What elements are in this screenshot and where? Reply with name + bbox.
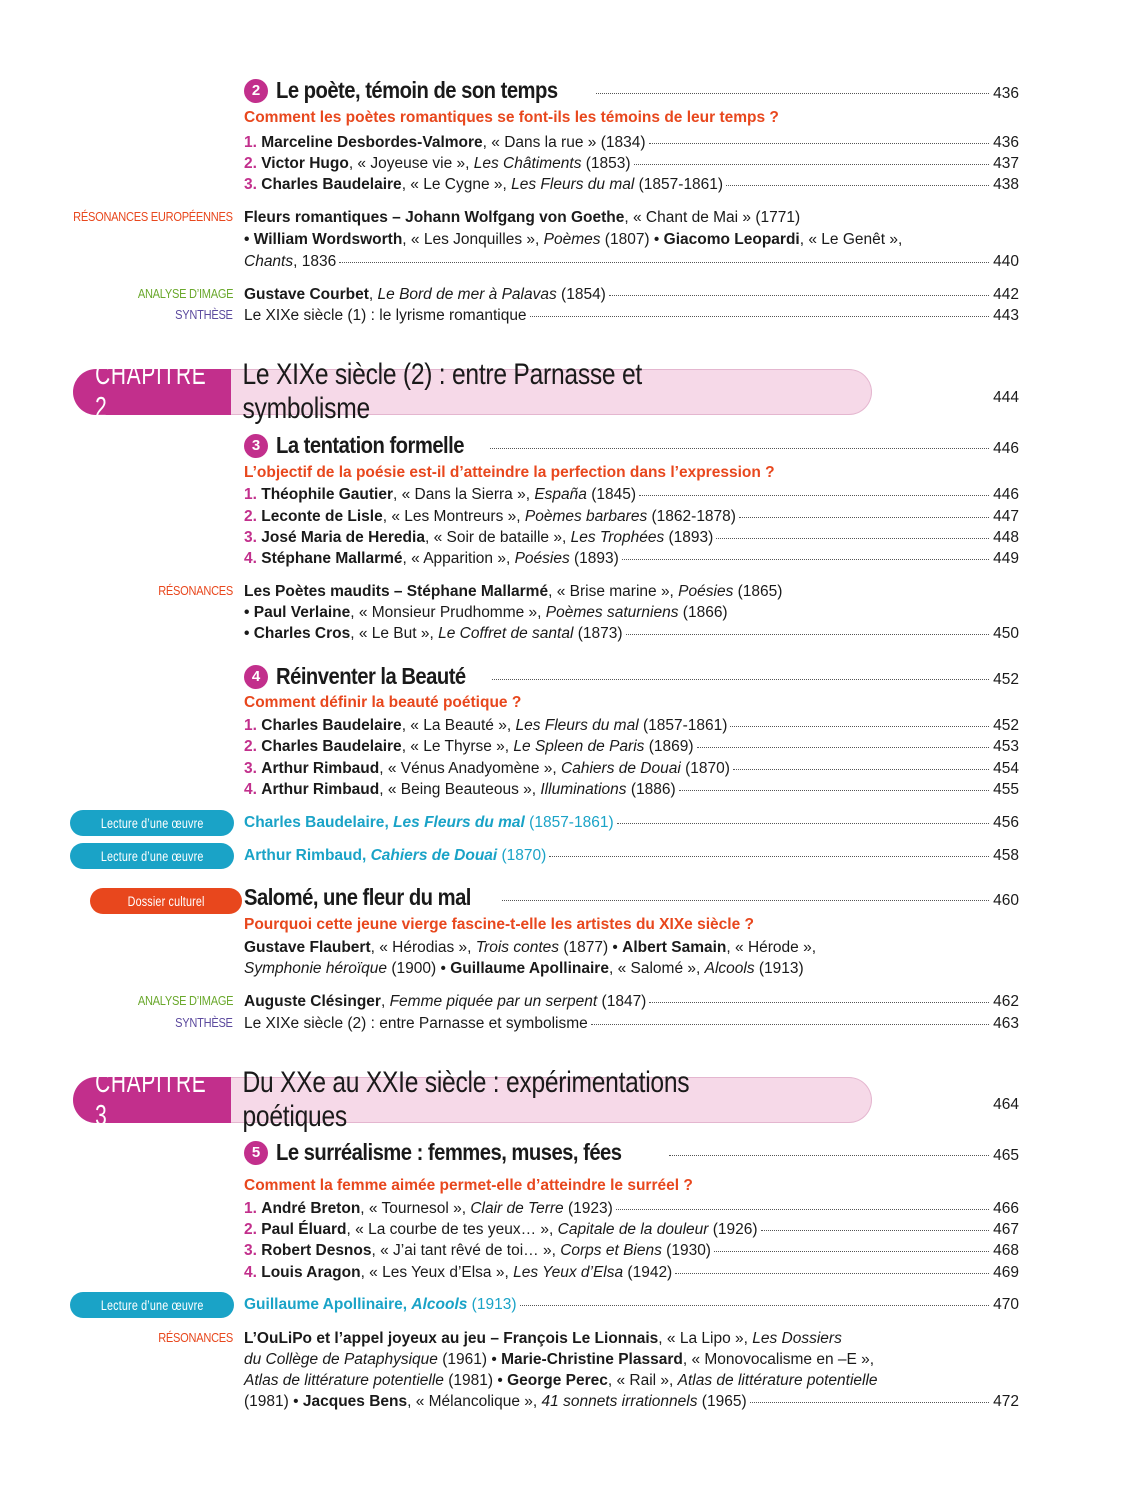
chapter-label-text: CHAPITRE 2 <box>95 359 207 424</box>
text: , « Le But », <box>350 625 439 642</box>
text: (1900) • <box>387 960 451 977</box>
resonances-line-3[interactable] <box>244 1370 878 1391</box>
entry-date: (1845) <box>586 486 637 503</box>
leader-dots <box>750 1402 990 1403</box>
entry-number: 3. <box>244 1242 257 1259</box>
page-number: 446 <box>993 486 1019 503</box>
work-title: du Collège de Pataphysique <box>244 1351 438 1368</box>
text: (1981) • <box>244 1393 303 1410</box>
bold-text: Fleurs romantiques – Johann Wolfgang von Goethe <box>244 209 625 226</box>
toc-entry[interactable] <box>244 527 1019 548</box>
page-number: 455 <box>993 781 1019 798</box>
leader-dots <box>591 1024 989 1025</box>
entry-date: (1923) <box>563 1200 613 1217</box>
chapter-title <box>231 358 872 425</box>
entry-date: (1857-1861) <box>634 176 724 193</box>
work-title: Chants <box>244 253 294 270</box>
entry-number: 2. <box>244 1221 257 1238</box>
lecture-oeuvre-pill <box>70 810 234 836</box>
lecture-oeuvre-pill <box>70 843 234 869</box>
entry-text: , « Joyeuse vie », <box>348 155 474 172</box>
entry-work: Clair de Terre <box>470 1200 564 1217</box>
toc-entry[interactable] <box>244 1240 1019 1261</box>
entry-number: 3. <box>244 760 257 777</box>
leader-dots <box>339 262 989 263</box>
section-number-badge: 4 <box>244 665 268 689</box>
page-number: 465 <box>993 1147 1019 1164</box>
section-question: Comment définir la beauté poétique ? <box>244 694 522 711</box>
page-number: 468 <box>993 1242 1019 1259</box>
analyse-image-label: ANALYSE D’IMAGE <box>137 286 233 301</box>
entry-work: Illuminations <box>540 781 627 798</box>
lecture-oeuvre-entry[interactable]: Arthur Rimbaud, Cahiers de Douai (1870) 458 <box>244 847 1019 864</box>
work-title: Le Coffret de santal <box>438 625 574 642</box>
entry-author: Charles Baudelaire <box>261 717 402 734</box>
entry-number: 4. <box>244 781 257 798</box>
entry-date: (1913) <box>467 1296 517 1313</box>
dossier-question: Pourquoi cette jeune vierge fascine-t-elle les artistes du XIXe siècle ? <box>244 916 754 933</box>
entry-work: Corps et Biens <box>560 1242 662 1259</box>
dossier-header[interactable] <box>244 884 1019 911</box>
pill-text: Lecture d’une œuvre <box>100 815 204 831</box>
chapter-label-text: CHAPITRE 3 <box>95 1067 207 1132</box>
leader-dots <box>716 538 989 539</box>
resonances-line-1[interactable] <box>244 207 800 228</box>
text: , « Les Jonquilles », <box>402 231 544 248</box>
page-number: 458 <box>993 847 1019 864</box>
entry-text: , « Dans la Sierra », <box>393 486 535 503</box>
leader-dots <box>616 1209 989 1210</box>
text: (1913) <box>754 960 804 977</box>
entry-author: Gustave Courbet <box>244 286 369 303</box>
entry-date: (1930) <box>661 1242 711 1259</box>
section-question: Comment la femme aimée permet-elle d’atteindre le surréel ? <box>244 1177 693 1194</box>
entry-work: Capitale de la douleur <box>557 1221 709 1238</box>
work-title: Symphonie héroïque <box>244 960 388 977</box>
page-number: 453 <box>993 738 1019 755</box>
leader-dots <box>714 1251 989 1252</box>
resonances-line-1[interactable] <box>244 581 782 602</box>
entry-author: Louis Aragon <box>261 1264 361 1281</box>
leader-dots <box>726 185 989 186</box>
text: , « Rail », <box>607 1372 678 1389</box>
entry-date: (1870) <box>680 760 730 777</box>
entry-text: , « Les Yeux d’Elsa », <box>360 1264 514 1281</box>
page-number: 452 <box>993 717 1019 734</box>
toc-entry[interactable] <box>244 715 1019 736</box>
entry-work: Poèmes barbares <box>524 508 648 525</box>
work-title: Atlas de littérature potentielle <box>677 1372 878 1389</box>
leader-dots <box>530 316 990 317</box>
work-title: Les Dossiers <box>752 1330 842 1347</box>
text: , « Le Genêt », <box>799 231 903 248</box>
entry-date: (1862-1878) <box>647 508 736 525</box>
entry-work: Les Châtiments <box>473 155 582 172</box>
synthese-entry[interactable] <box>244 1013 1019 1034</box>
text: , « La Lipo », <box>658 1330 753 1347</box>
dossier-line-1[interactable] <box>244 937 816 958</box>
entry-author: Paul Éluard <box>261 1221 347 1238</box>
entry-number: 2. <box>244 738 257 755</box>
bold-text: • William Wordsworth <box>244 231 403 248</box>
page-number: 470 <box>993 1296 1019 1313</box>
pill-text: Lecture d’une œuvre <box>100 848 204 864</box>
bold-text: L’OuLiPo et l’appel joyeux au jeu – François Le Lionnais <box>244 1330 659 1347</box>
bold-text: George Perec <box>507 1372 608 1389</box>
page-number: 440 <box>993 253 1019 270</box>
bold-text: Giacomo Leopardi <box>663 231 800 248</box>
leader-dots <box>622 559 989 560</box>
page-number: 467 <box>993 1221 1019 1238</box>
text: , « Chant de Mai » (1771) <box>624 209 801 226</box>
toc-entry[interactable] <box>244 153 1019 174</box>
resonances-line-2[interactable] <box>244 229 902 250</box>
entry-text: , « Dans la rue » (1834) <box>482 134 646 151</box>
entry-author: Guillaume Apollinaire <box>244 1296 403 1313</box>
bold-text: Jacques Bens <box>302 1393 408 1410</box>
entry-work: Le Spleen de Paris <box>513 738 645 755</box>
entry-number: 1. <box>244 717 257 734</box>
text: , « Hérode », <box>726 939 817 956</box>
leader-dots <box>520 1305 990 1306</box>
dossier-line-2[interactable] <box>244 958 804 979</box>
lecture-oeuvre-entry[interactable]: Guillaume Apollinaire, Alcools (1913) 470 <box>244 1296 1019 1313</box>
section-4-header[interactable] <box>244 663 1019 692</box>
analyse-image-entry[interactable] <box>244 991 1019 1012</box>
resonances-line-1[interactable] <box>244 1328 842 1349</box>
entry-date: (1869) <box>644 738 694 755</box>
page-number: 447 <box>993 508 1019 525</box>
page-number: 466 <box>993 1200 1019 1217</box>
work-title: Alcools <box>704 960 755 977</box>
entry-number: 1. <box>244 134 257 151</box>
section-number-badge: 3 <box>244 434 268 458</box>
entry-work: Alcools <box>411 1296 468 1313</box>
entry-author: Robert Desnos <box>261 1242 372 1259</box>
toc-entry[interactable] <box>244 1198 1019 1219</box>
entry-author: Charles Baudelaire <box>261 176 402 193</box>
entry-text: , « Vénus Anadyomène », <box>379 760 562 777</box>
leader-dots <box>675 1273 989 1274</box>
toc-entry[interactable] <box>244 484 1019 505</box>
entry-text: , « Tournesol », <box>360 1200 471 1217</box>
leader-dots <box>733 769 989 770</box>
toc-entry[interactable] <box>244 174 1019 195</box>
lecture-oeuvre-pill <box>70 1292 234 1318</box>
leader-dots <box>649 143 990 144</box>
leader-dots <box>730 726 989 727</box>
text: (1981) • <box>443 1372 508 1389</box>
leader-dots <box>549 856 989 857</box>
synthese-entry[interactable] <box>244 305 1019 326</box>
toc-entry[interactable] <box>244 548 1019 569</box>
entry-author: André Breton <box>261 1200 361 1217</box>
bold-text: Albert Samain <box>622 939 727 956</box>
entry-number: 3. <box>244 529 257 546</box>
leader-dots <box>679 790 989 791</box>
entry-author: Victor Hugo <box>261 155 349 172</box>
entry-date: (1886) <box>626 781 676 798</box>
entry-author: Charles Baudelaire <box>244 814 385 831</box>
work-title: Poèmes saturniens <box>545 604 679 621</box>
entry-author: Arthur Rimbaud <box>261 781 380 798</box>
page-number: 438 <box>993 176 1019 193</box>
page-number: 472 <box>993 1393 1019 1410</box>
toc-entry[interactable] <box>244 758 1019 779</box>
leader-dots <box>739 517 989 518</box>
entry-number: 2. <box>244 508 257 525</box>
resonances-line-2[interactable] <box>244 1349 874 1370</box>
entry-text: , « Le Cygne », <box>401 176 512 193</box>
entry-number: 1. <box>244 1200 257 1217</box>
entry-author: Marceline Desbordes-Valmore <box>261 134 483 151</box>
leader-dots <box>697 747 990 748</box>
lecture-oeuvre-entry[interactable]: Charles Baudelaire, Les Fleurs du mal (1857-1861) 456 <box>244 814 1019 831</box>
page-number: 454 <box>993 760 1019 777</box>
entry-text: , « Le Thyrse », <box>401 738 514 755</box>
bold-text: • Charles Cros <box>244 625 351 642</box>
section-title: Le poète, témoin de son temps <box>276 77 558 103</box>
leader-dots <box>502 900 989 901</box>
entry-author: Théophile Gautier <box>261 486 394 503</box>
chapter-label <box>73 1067 231 1132</box>
entry-work: Cahiers de Douai <box>370 847 498 864</box>
entry-work: Les Fleurs du mal <box>393 814 525 831</box>
text: (1877) • <box>559 939 623 956</box>
toc-entry[interactable] <box>244 1219 1019 1240</box>
text: , 1836 <box>293 253 337 270</box>
page-number: 442 <box>993 286 1019 303</box>
page-number: 452 <box>993 671 1019 688</box>
entry-work: Les Fleurs du mal <box>511 176 635 193</box>
entry-author: Arthur Rimbaud <box>261 760 380 777</box>
page-number: 450 <box>993 625 1019 642</box>
dossier-culturel-pill <box>90 888 242 914</box>
entry-author: José Maria de Heredia <box>261 529 425 546</box>
chapter-page: 444 <box>993 389 1019 406</box>
section-question: Comment les poètes romantiques se font-ils les témoins de leur temps ? <box>244 109 779 126</box>
chapter-title <box>231 1066 872 1133</box>
page-number: 460 <box>993 892 1019 909</box>
section-title: La tentation formelle <box>276 432 464 458</box>
pill-text: Dossier culturel <box>127 893 205 909</box>
work-title: Trois contes <box>475 939 560 956</box>
entry-work: Cahiers de Douai <box>561 760 681 777</box>
entry-author: Auguste Clésinger <box>244 993 381 1010</box>
entry-text: , « Apparition », <box>402 550 515 567</box>
entry-date: (1893) <box>569 550 619 567</box>
bold-text: Marie-Christine Plassard <box>501 1351 683 1368</box>
section-number-badge: 2 <box>244 79 268 103</box>
text: (1865) <box>733 583 783 600</box>
entry-text: , « Les Montreurs », <box>382 508 525 525</box>
synthese-label: SYNTHÈSE <box>175 307 233 322</box>
analyse-image-label: ANALYSE D’IMAGE <box>137 993 233 1008</box>
page-number: 462 <box>993 993 1019 1010</box>
leader-dots <box>626 634 990 635</box>
bold-text: Les Poètes maudits – Stéphane Mallarmé <box>244 583 549 600</box>
entry-work: España <box>534 486 587 503</box>
leader-dots <box>617 823 990 824</box>
text: (1961) • <box>437 1351 502 1368</box>
page-number: 448 <box>993 529 1019 546</box>
entry-author: Arthur Rimbaud <box>244 847 362 864</box>
section-3-header[interactable] <box>244 432 1019 461</box>
resonances-europeennes-label: RÉSONANCES EUROPÉENNES <box>73 209 233 224</box>
entry-number: 2. <box>244 155 257 172</box>
chapter-page: 464 <box>993 1096 1019 1113</box>
toc-entry[interactable] <box>244 1262 1019 1283</box>
entry-work: Femme piquée par un serpent <box>389 993 598 1010</box>
entry-work: Les Yeux d’Elsa <box>513 1264 624 1281</box>
entry-date: (1853) <box>581 155 631 172</box>
section-5-header[interactable] <box>244 1139 1019 1168</box>
entry-author: Charles Baudelaire <box>261 738 402 755</box>
synthese-text: Le XIXe siècle (2) : entre Parnasse et symbolisme <box>244 1015 588 1032</box>
text: , « Brise marine », <box>548 583 679 600</box>
text: , « Monovocalisme en –E », <box>682 1351 875 1368</box>
page-number: 463 <box>993 1015 1019 1032</box>
entry-date: (1942) <box>623 1264 673 1281</box>
work-title: Poèmes <box>543 231 601 248</box>
chapter-title-text: Le XIXe siècle (2) : entre Parnasse et symbolisme <box>242 358 642 425</box>
chapter-title-text: Du XXe au XXIe siècle : expérimentations poétiques <box>242 1066 690 1133</box>
page-number: 446 <box>993 440 1019 457</box>
toc-entry[interactable] <box>244 132 1019 153</box>
analyse-image-entry[interactable] <box>244 284 1019 305</box>
text: , « Mélancolique », <box>407 1393 542 1410</box>
section-title: Réinventer la Beauté <box>276 663 466 689</box>
entry-number: 1. <box>244 486 257 503</box>
entry-date: (1854) <box>556 286 606 303</box>
synthese-text: Le XIXe siècle (1) : le lyrisme romantique <box>244 307 527 324</box>
dossier-title: Salomé, une fleur du mal <box>244 884 471 910</box>
bold-text: • Paul Verlaine <box>244 604 351 621</box>
entry-number: 3. <box>244 176 257 193</box>
resonances-line-3[interactable] <box>244 251 1019 272</box>
text: , « Monsieur Prudhomme », <box>350 604 546 621</box>
page-number: 443 <box>993 307 1019 324</box>
text: (1873) <box>573 625 623 642</box>
text: , « Hérodias », <box>370 939 476 956</box>
leader-dots <box>649 1002 989 1003</box>
leader-dots <box>609 295 989 296</box>
page-number: 436 <box>993 85 1019 102</box>
section-number-badge: 5 <box>244 1141 268 1165</box>
entry-date: (1870) <box>497 847 547 864</box>
leader-dots <box>639 495 989 496</box>
section-question: L’objectif de la poésie est-il d’atteindre la perfection dans l’expression ? <box>244 464 775 481</box>
leader-dots <box>596 93 989 94</box>
leader-dots <box>669 1155 990 1156</box>
text: (1807) • <box>600 231 664 248</box>
entry-date: (1857-1861) <box>524 814 614 831</box>
entry-text: , « La Beauté », <box>401 717 516 734</box>
leader-dots <box>492 679 990 680</box>
resonances-label: RÉSONANCES <box>158 583 233 598</box>
bold-text: Gustave Flaubert <box>244 939 371 956</box>
text: , <box>380 993 390 1010</box>
entry-text: , « J’ai tant rêvé de toi… », <box>371 1242 561 1259</box>
work-title: 41 sonnets irrationnels <box>541 1393 698 1410</box>
entry-date: (1857-1861) <box>638 717 728 734</box>
entry-date: (1926) <box>708 1221 758 1238</box>
entry-text: , « La courbe de tes yeux… », <box>346 1221 558 1238</box>
toc-entry[interactable] <box>244 506 1019 527</box>
leader-dots <box>761 1230 990 1231</box>
work-title: Poésies <box>678 583 734 600</box>
work-title: Atlas de littérature potentielle <box>244 1372 444 1389</box>
toc-entry[interactable] <box>244 736 1019 757</box>
resonances-line-3[interactable] <box>244 623 1019 644</box>
entry-work: Poésies <box>514 550 570 567</box>
entry-work: Les Trophées <box>570 529 665 546</box>
text: (1866) <box>678 604 728 621</box>
page-number: 436 <box>993 134 1019 151</box>
resonances-label: RÉSONANCES <box>158 1330 233 1345</box>
page-number: 456 <box>993 814 1019 831</box>
bold-text: Guillaume Apollinaire <box>450 960 609 977</box>
entry-date: (1893) <box>664 529 714 546</box>
entry-number: 4. <box>244 1264 257 1281</box>
page-number: 469 <box>993 1264 1019 1281</box>
text: (1965) <box>697 1393 747 1410</box>
entry-author: Stéphane Mallarmé <box>261 550 403 567</box>
leader-dots <box>634 164 990 165</box>
chapter-3-bar[interactable] <box>73 1066 873 1133</box>
resonances-line-2[interactable] <box>244 602 728 623</box>
entry-work: Le Bord de mer à Palavas <box>377 286 557 303</box>
section-2-header[interactable] <box>244 77 1019 106</box>
text: , « Salomé », <box>608 960 705 977</box>
entry-work: Les Fleurs du mal <box>515 717 639 734</box>
entry-author: Leconte de Lisle <box>261 508 383 525</box>
chapter-label <box>73 359 231 424</box>
section-title: Le surréalisme : femmes, muses, fées <box>276 1139 622 1165</box>
text: , <box>368 286 378 303</box>
toc-entry[interactable] <box>244 779 1019 800</box>
entry-text: , « Being Beauteous », <box>379 781 541 798</box>
resonances-line-4[interactable] <box>244 1391 1019 1412</box>
leader-dots <box>490 448 990 449</box>
pill-text: Lecture d’une œuvre <box>100 1297 204 1313</box>
synthese-label: SYNTHÈSE <box>175 1015 233 1030</box>
page-number: 437 <box>993 155 1019 172</box>
entry-text: , « Soir de bataille », <box>424 529 571 546</box>
chapter-2-bar[interactable] <box>73 358 873 425</box>
entry-number: 4. <box>244 550 257 567</box>
entry-date: (1847) <box>597 993 647 1010</box>
page-number: 449 <box>993 550 1019 567</box>
